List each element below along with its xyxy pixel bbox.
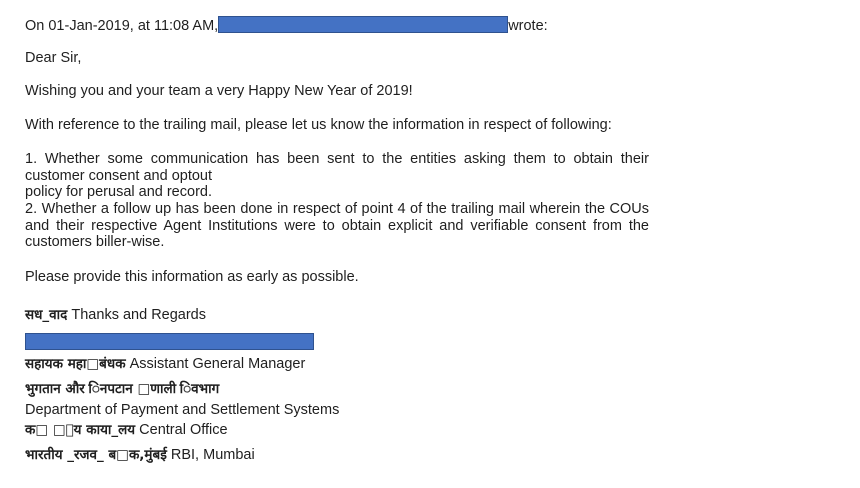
redacted-signatory-name (25, 333, 314, 350)
greeting: Dear Sir, (25, 50, 82, 66)
signature-thanks (25, 307, 206, 324)
bank-hindi: भारतीय _रजव_ ब□क,मुंबई (25, 447, 167, 463)
point-2-text: 2. Whether a follow up has been done in respect of point 4 of the trailing mail wherein the COUs and their respective Agent Institutions were to obtain explicit and verifiable consent from the customers biller-wise. (25, 201, 649, 250)
bank-english: RBI, Mumbai (170, 447, 255, 463)
closing-request: Please provide this information as early as possible. (25, 269, 359, 285)
designation-hindi: सहायक महा□बंधक (25, 356, 126, 372)
signature-department-hindi: भुगतान और िनपटान □णाली िवभाग (25, 381, 220, 397)
new-year-wishes: Wishing you and your team a very Happy New Year of 2019! (25, 83, 413, 99)
intro-paragraph: With reference to the trailing mail, please let us know the information in respect of following: (25, 117, 612, 133)
reply-header (25, 16, 548, 35)
office-english: Central Office (139, 422, 228, 438)
reply-header-prefix: On 01-Jan-2019, at 11:08 AM, (25, 18, 219, 34)
thanks-english: Thanks and Regards (71, 307, 206, 323)
office-hindi: क□ □ीय काया_लय (25, 422, 136, 438)
point-1-text: 1. Whether some communication has been sent to the entities asking them to obtain their customer consent and optout (25, 151, 649, 184)
signature-department: Department of Payment and Settlement Systems (25, 402, 340, 418)
thanks-hindi: सध_वाद (25, 307, 68, 323)
signature-designation (25, 356, 305, 373)
redacted-sender (218, 16, 508, 33)
signature-office (25, 422, 228, 439)
designation-english: Assistant General Manager (129, 356, 306, 372)
point-1-continuation: policy for perusal and record. (25, 184, 212, 200)
reply-header-suffix: wrote: (508, 18, 548, 34)
signature-bank (25, 447, 255, 464)
